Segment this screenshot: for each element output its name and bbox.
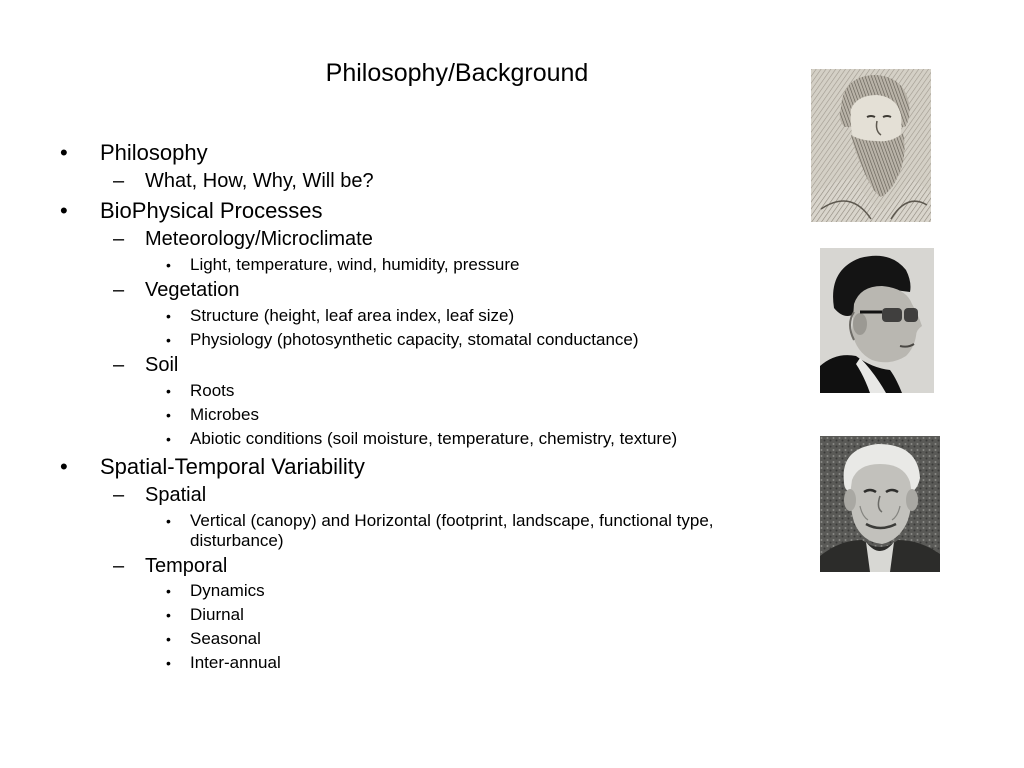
outline-item <box>113 554 228 578</box>
bullet-marker: • <box>166 332 171 348</box>
outline-item <box>166 405 780 425</box>
outline-item <box>60 197 323 225</box>
outline-item-text: Light, temperature, wind, humidity, pressure <box>190 255 520 274</box>
bullet-marker: • <box>166 407 171 423</box>
elderly-man-portrait-icon <box>820 436 940 572</box>
outline-item <box>166 306 780 326</box>
outline-item <box>113 353 179 377</box>
outline-item-text: What, How, Why, Will be? <box>145 170 374 192</box>
outline-item-text: BioPhysical Processes <box>100 198 323 223</box>
outline-item-text: Philosophy <box>100 140 208 165</box>
outline-item-text: Vegetation <box>145 279 240 301</box>
outline-item <box>60 453 365 481</box>
outline-item-text: Roots <box>190 381 235 400</box>
bullet-marker: • <box>166 383 171 399</box>
outline-item-text: Meteorology/Microclimate <box>145 228 373 250</box>
bullet-marker: • <box>60 198 68 223</box>
outline-item <box>166 629 780 649</box>
dash-marker: – <box>113 279 125 301</box>
outline-item <box>166 605 780 625</box>
outline-item-text: Spatial-Temporal Variability <box>100 454 365 479</box>
outline-item-text: Physiology (photosynthetic capacity, stomatal conductance) <box>190 330 639 349</box>
bullet-marker: • <box>166 583 171 599</box>
outline-item <box>166 381 780 401</box>
outline-item <box>113 169 374 193</box>
bullet-marker: • <box>166 655 171 671</box>
outline-item-text: Structure (height, leaf area index, leaf size) <box>190 306 515 325</box>
outline-item <box>113 227 373 251</box>
bullet-marker: • <box>166 431 171 447</box>
man-with-glasses-portrait-icon <box>820 248 934 393</box>
outline-item <box>166 581 780 601</box>
outline-item-text: Spatial <box>145 484 207 506</box>
slide-title: Philosophy/Background <box>325 59 589 87</box>
outline-item-text: Vertical (canopy) and Horizontal (footprint, landscape, functional type, disturbance) <box>190 511 714 550</box>
bullet-marker: • <box>166 513 171 529</box>
outline-item-text: Soil <box>145 354 179 376</box>
outline-item <box>60 139 208 167</box>
bullet-marker: • <box>166 257 171 273</box>
dash-marker: – <box>113 484 125 506</box>
bearded-philosopher-bust-icon <box>811 69 931 222</box>
outline-item <box>166 429 780 449</box>
outline-item-text: Diurnal <box>190 605 244 624</box>
bullet-marker: • <box>166 308 171 324</box>
outline-item-text: Abiotic conditions (soil moisture, temperature, chemistry, texture) <box>190 429 678 448</box>
dash-marker: – <box>113 170 125 192</box>
bullet-marker: • <box>60 454 68 479</box>
bullet-marker: • <box>166 607 171 623</box>
outline-item <box>166 330 780 350</box>
dash-marker: – <box>113 354 125 376</box>
outline-item-text: Temporal <box>145 555 228 577</box>
outline-item <box>166 511 780 551</box>
bullet-marker: • <box>166 631 171 647</box>
outline-item-text: Seasonal <box>190 629 261 648</box>
outline-item-text: Dynamics <box>190 581 265 600</box>
dash-marker: – <box>113 228 125 250</box>
outline-item-text: Inter-annual <box>190 653 281 672</box>
outline-item <box>166 255 780 275</box>
outline-item <box>113 483 207 507</box>
dash-marker: – <box>113 555 125 577</box>
outline-item <box>166 653 780 673</box>
bullet-marker: • <box>60 140 68 165</box>
outline-item <box>113 278 240 302</box>
outline-item-text: Microbes <box>190 405 259 424</box>
